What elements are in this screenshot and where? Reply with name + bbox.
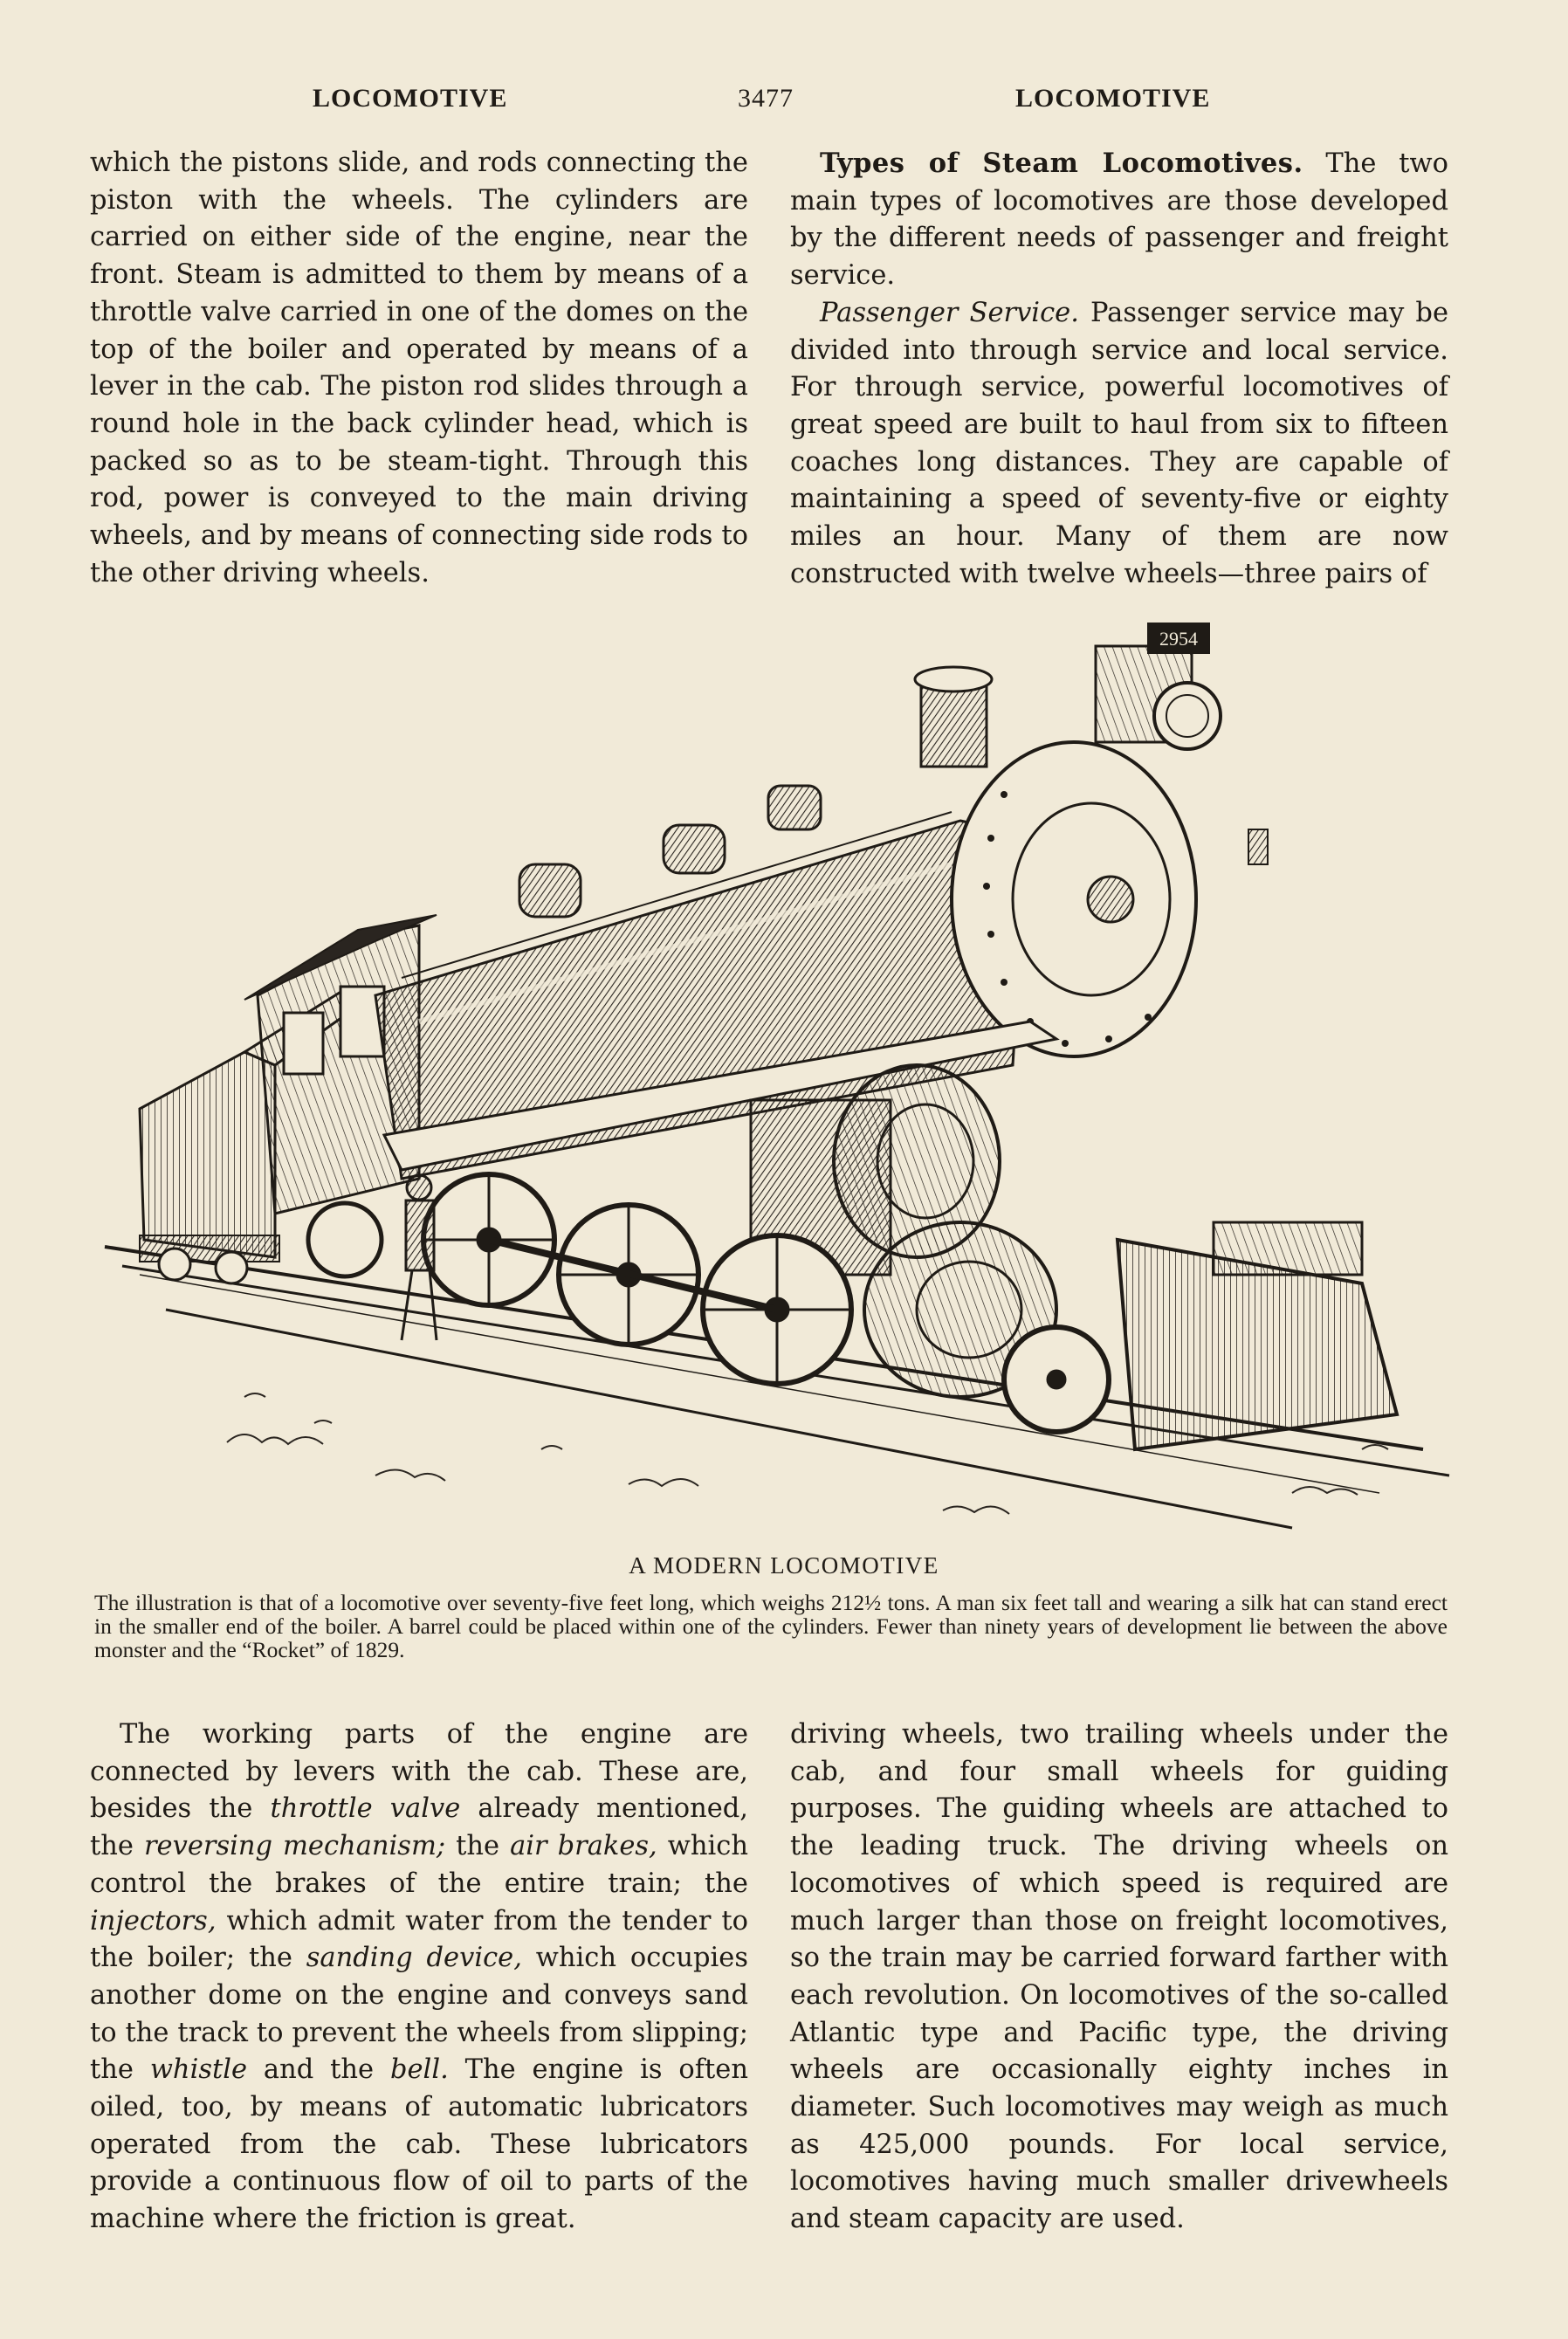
smokebox-front	[952, 742, 1196, 1056]
text-run: The engine is often oiled, too, by means of automatic lubricators operated from the cab. These lubricators provide a continuous flow of oil to parts of the machine where the friction is great.	[90, 2054, 748, 2235]
bottom-left-column	[90, 1716, 748, 2239]
subsection-heading: Passenger Service.	[820, 297, 1079, 328]
text-run: The working parts of the engine are connected by levers with the cab. These are, besides the	[90, 1719, 748, 1825]
term-sanding-device: sanding device,	[306, 1943, 522, 1974]
section-heading: Types of Steam Locomotives.	[820, 148, 1303, 179]
header-left-title: LOCOMOTIVE	[313, 84, 508, 113]
term-bell: bell.	[389, 2054, 449, 2086]
paragraph-types	[790, 145, 1448, 295]
figure-caption-text: The illustration is that of a locomotive over seventy-five feet long, which weighs 212½ tons. A man six feet tall and wearing a silk hat can stand erect in the smaller end of the boiler. A barrel could be placed within one of the cylinders. Fewer than ninety years of development lie between the above monster and the “Rocket” of 1829.	[94, 1590, 1448, 1662]
text-run: which admit water from the tender to the boiler; the	[90, 1905, 748, 1974]
running-head	[0, 84, 1568, 127]
headlight	[1096, 623, 1221, 749]
term-reversing-mechanism: reversing mechanism;	[143, 1831, 446, 1862]
term-injectors: injectors,	[90, 1905, 217, 1937]
text-run: which control the brakes of the entire train; the	[90, 1831, 748, 1899]
text-run: already mentioned, the	[90, 1793, 748, 1862]
top-left-column	[90, 145, 748, 592]
paragraph-driving-wheels: driving wheels, two trailing wheels under the cab, and four small wheels for guiding purposes. The guiding wheels are attached to the leading truck. The driving wheels on locomotives of which speed is required are much larger than those on freight locomotives, so the train may be carried forward farther with each revolution. On locomotives of the so-called Atlantic type and Pacific type, the driving wheels are occasionally eighty inches in diameter. Such locomotives may weigh as much as 425,000 pounds. For local service, locomotives having much smaller drivewheels and steam capacity are used.	[790, 1719, 1448, 2235]
term-throttle-valve: throttle valve	[270, 1793, 461, 1825]
number-plate: 2954	[1159, 628, 1198, 650]
term-air-brakes: air brakes,	[510, 1831, 657, 1862]
locomotive-illustration	[87, 611, 1484, 1545]
header-right-title: LOCOMOTIVE	[1015, 84, 1211, 113]
text-run: and the	[247, 2054, 390, 2086]
bottom-right-column	[790, 1716, 1448, 2239]
page-number: 3477	[738, 84, 794, 113]
paragraph-working-parts	[90, 1716, 748, 2239]
term-whistle: whistle	[149, 2054, 248, 2086]
text-run: which occupies another dome on the engine and conveys sand to the track to prevent the wheels from slipping; the	[90, 1943, 748, 2086]
paragraph-passenger	[790, 295, 1448, 594]
text-run: the	[445, 1831, 511, 1862]
paragraph-pistons: which the pistons slide, and rods connecting the piston with the wheels. The cylinders are carried on either side of the engine, near the front. Steam is admitted to them by means of a throttle valve carried in one of the domes on the top of the boiler and operated by means of a lever in the cab. The piston rod slides through a round hole in the back cylinder head, which is packed so as to be steam-tight. Through this rod, power is conveyed to the main driving wheels, and by means of connecting side rods to the other driving wheels.	[90, 148, 748, 588]
top-right-column	[790, 145, 1448, 593]
figure-caption-title: A MODERN LOCOMOTIVE	[629, 1552, 939, 1579]
types-intro: The two main types of locomotives are those developed by the different needs of passenger and freight service.	[790, 148, 1448, 292]
passenger-body: Passenger service may be divided into through service and local service. For through service, powerful locomotives of great speed are built to haul from six to fifteen coaches long distances. They are capable of maintaining a speed of seventy-five or eighty miles an hour. Many of them are now constructed with twelve wheels—three pairs of	[790, 297, 1448, 589]
